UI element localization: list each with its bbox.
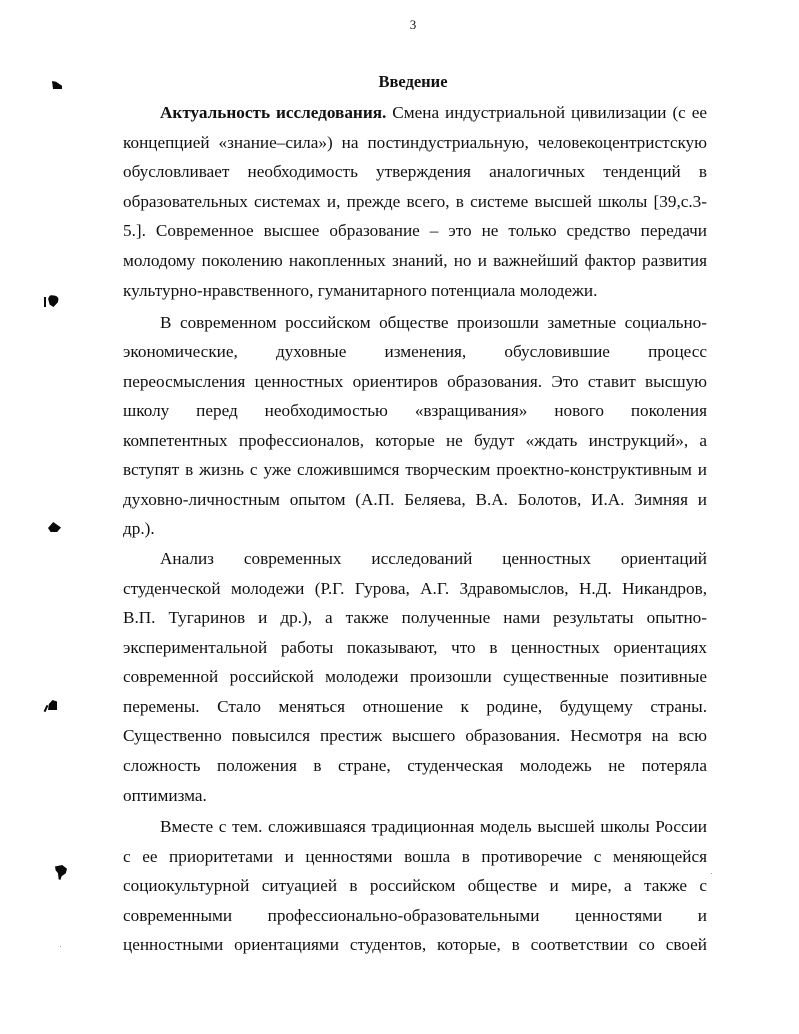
text-line: духовно-личностным опытом (А.П. Беляева, В.А. Болотов, И.А. Зимняя и xyxy=(123,490,707,509)
text-line: образовательных системах и, прежде всего, в системе высшей школы [39,с.3- xyxy=(123,192,707,211)
text-line: В.П. Тугаринов и др.), а также полученные нами результаты опытно- xyxy=(123,608,707,627)
text-line: сложность положения в стране, студенческая молодежь не потеряла xyxy=(123,756,707,775)
binding-hole-mark-5 xyxy=(55,865,67,880)
binding-hole-mark-3 xyxy=(48,522,61,532)
binding-hole-mark-4-edge xyxy=(44,705,49,712)
text-line: 5.]. Современное высшее образование – это не только средство передачи xyxy=(123,221,707,240)
text-line: обусловливает необходимость утверждения аналогичных тенденций в xyxy=(123,162,707,181)
text-line: экспериментальной работы показывают, что в ценностных ориентациях xyxy=(123,638,707,657)
text-line: с ее приоритетами и ценностями вошла в противоречие с меняющейся xyxy=(123,847,707,866)
binding-hole-mark-2 xyxy=(48,295,59,307)
section-heading: Введение xyxy=(378,72,448,91)
text-line: оптимизма. xyxy=(123,786,207,805)
text-line: молодому поколению накопленных знаний, но и важнейший фактор развития xyxy=(123,251,707,270)
text-line: современными профессионально-образовательными ценностями и xyxy=(123,906,707,925)
scan-speck xyxy=(60,946,61,947)
text-line: компетентных профессионалов, которые не будут «ждать инструкций», а xyxy=(123,431,707,450)
text-line: перемены. Стало меняться отношение к родине, будущему страны. xyxy=(123,697,707,716)
text-line: ценностными ориентациями студентов, которые, в соответствии со своей xyxy=(123,935,707,954)
page-number: 3 xyxy=(409,17,417,32)
text-line: В современном российском обществе произошли заметные социально- xyxy=(160,313,707,332)
text-line: экономические, духовные изменения, обусловившие процесс xyxy=(123,342,707,361)
lead-bold-text: Актуальность исследования. xyxy=(160,103,387,122)
text-line: концепцией «знание–сила») на постиндустриальную, человекоцентристскую xyxy=(123,133,707,152)
text-line: Вместе с тем. сложившаяся традиционная модель высшей школы России xyxy=(160,817,707,836)
text-line: культурно-нравственного, гуманитарного потенциала молодежи. xyxy=(123,281,598,300)
text-line: др.). xyxy=(123,519,155,538)
text-line: студенческой молодежи (Р.Г. Гурова, А.Г. Здравомыслов, Н.Д. Никандров, xyxy=(123,579,707,598)
text-line: современной российской молодежи произошли существенные позитивные xyxy=(123,667,707,686)
text-line: Анализ современных исследований ценностных ориентаций xyxy=(160,549,707,568)
text-line: социокультурной ситуацией в российском обществе и мире, а также с xyxy=(123,876,707,895)
text-line: вступят в жизнь с уже сложившимся творческим проектно-конструктивным и xyxy=(123,460,707,479)
binding-hole-mark-2-edge xyxy=(44,297,46,307)
text-line: Существенно повысился престиж высшего образования. Несмотря на всю xyxy=(123,726,707,745)
text-line: переосмысления ценностных ориентиров образования. Это ставит высшую xyxy=(123,372,707,391)
text-line: школу перед необходимостью «взращивания» нового поколения xyxy=(123,401,707,420)
text-line: Актуальность исследования. Смена индустриальной цивилизации (с ее xyxy=(160,103,708,122)
scan-speck xyxy=(711,873,712,874)
binding-hole-mark-4 xyxy=(48,700,57,710)
